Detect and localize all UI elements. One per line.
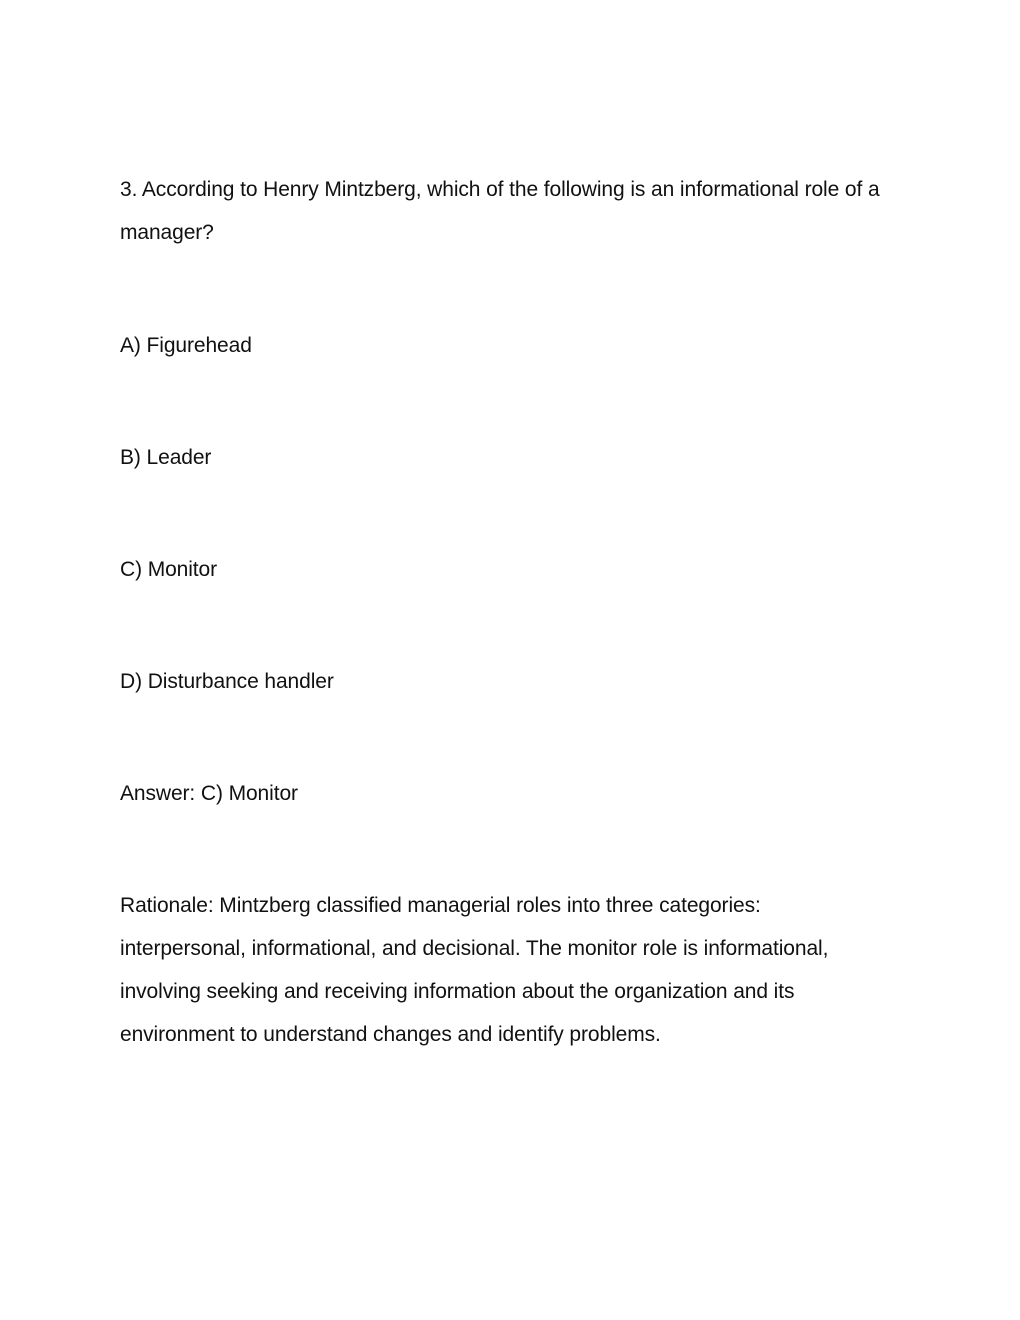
option-c: C) Monitor (120, 558, 218, 581)
option-b: B) Leader (120, 446, 212, 469)
answer-text: Answer: C) Monitor (120, 782, 298, 805)
question-text: 3. According to Henry Mintzberg, which of the following is an informational role of a manager? (120, 178, 880, 244)
rationale-text: Rationale: Mintzberg classified managerial roles into three categories: interpersonal, informational, and decisional. The monitor role is informational, involving seeking and receiving information about the organization and its environment to understand changes and identify problems. (120, 894, 829, 1046)
option-a: A) Figurehead (120, 334, 252, 357)
option-d: D) Disturbance handler (120, 670, 334, 693)
